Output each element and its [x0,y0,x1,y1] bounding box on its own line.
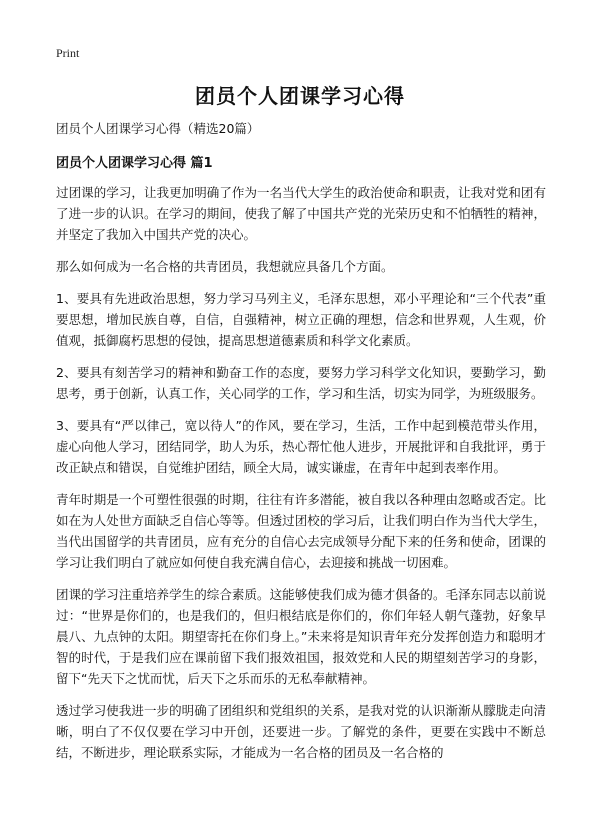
document-subtitle: 团员个人团课学习心得（精选20篇） [56,121,260,136]
paragraph-intro: 过团课的学习，让我更加明确了作为一名当代大学生的政治使命和职责，让我对党和团有了进一步的认识。在学习的期间，使我了解了中国共产党的光荣历史和不怕牺牲的精神，并坚定了我加入中国共产党的决心。 [56,185,546,242]
paragraph-question: 那么如何成为一名合格的共青团员，我想就应具备几个方面。 [56,259,394,274]
section-heading: 团员个人团课学习心得 篇1 [56,156,213,171]
page-title: 团员个人团课学习心得 [195,84,405,108]
paragraph-quality: 团课的学习注重培养学生的综合素质。这能够使我们成为德才俱备的。毛泽东同志以前说过：“世界是你们的，也是我们的，但归根结底是你们的，你们年轻人朝气蓬勃，好象早晨八、九点钟的太阳。期望寄托在你们身上。”未来将是知识青年充分发挥创造力和聪明才智的时代，于是我们应在课前留下我们报效祖国，报效党和人民的期望刻苦学习的身影，留下“先天下之忧而忧，后天下之乐而乐的无私奉献精神。 [56,587,546,686]
article-body [56,182,546,774]
print-link[interactable]: Print [56,46,80,60]
paragraph-point-2: 2、要具有刻苦学习的精神和勤奋工作的态度，要努力学习科学文化知识，要勤学习，勤思考，勇于创新，认真工作，关心同学的工作，学习和生活，切实为同学，为班级服务。 [56,365,546,401]
paragraph-party: 透过学习使我进一步的明确了团组织和党组织的关系，是我对党的认识渐渐从朦胧走向清晰，明白了不仅仅要在学习中开创，还要进一步。了解党的条件，更要在实践中不断总结，不断进步，理论联系实际，才能成为一名合格的团员及一名合格的 [56,703,546,760]
paragraph-point-3: 3、要具有“严以律己，宽以待人”的作风，要在学习，生活，工作中起到模范带头作用，虚心向他人学习，团结同学，助人为乐，热心帮忙他人进步，开展批评和自我批评，勇于改正缺点和错误，自觉维护团结，顾全大局，诚实谦虚，在青年中起到表率作用。 [56,418,546,475]
paragraph-youth: 青年时期是一个可塑性很强的时期，往往有许多潜能，被自我以各种理由忽略或否定。比如在为人处世方面缺乏自信心等等。但透过团校的学习后，让我们明白作为当代大学生，当代出国留学的共青团员，应有充分的自信心去完成领导分配下来的任务和使命，团课的学习让我们明白了就应如何使自我充满自信心，去迎接和挑战一切困难。 [56,492,546,570]
paragraph-point-1: 1、要具有先进政治思想，努力学习马列主义，毛泽东思想，邓小平理论和“三个代表”重要思想，增加民族自尊，自信，自强精神，树立正确的理想，信念和世界观，人生观，价值观，抵御腐朽思想的侵蚀，提高思想道德素质和科学文化素质。 [56,291,546,348]
